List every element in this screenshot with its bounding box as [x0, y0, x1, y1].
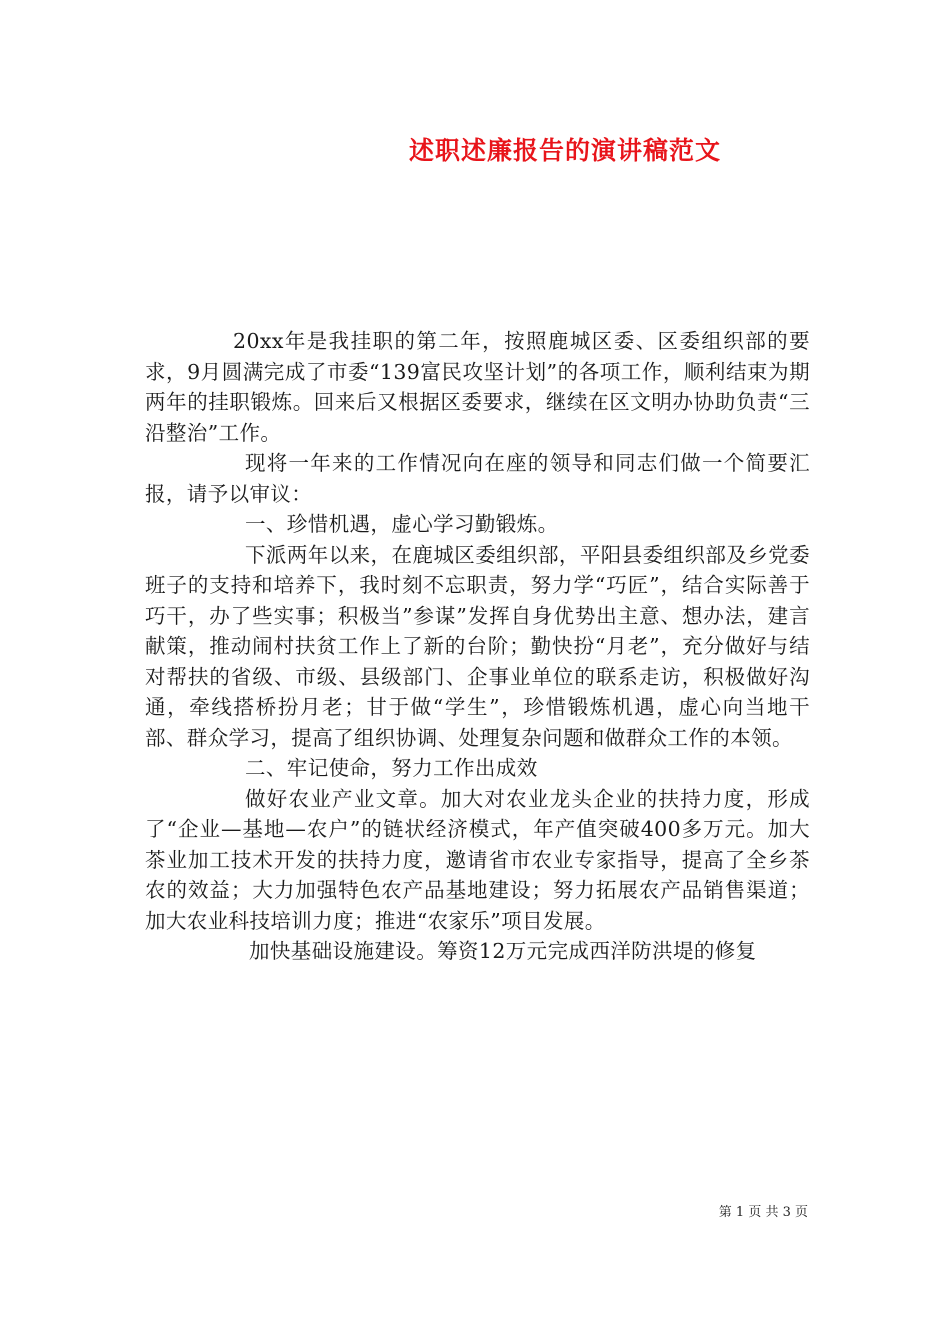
- section-heading-1: 一、珍惜机遇，虚心学习勤锻炼。: [245, 512, 559, 536]
- paragraph-report-intro: 现将一年来的工作情况向在座的领导和同志们做一个简要汇报，请予以审议：: [145, 451, 810, 506]
- paragraph-section-1: 下派两年以来，在鹿城区委组织部，平阳县委组织部及乡党委班子的支持和培养下，我时刻不忘职责，努力学“巧匠”，结合实际善于巧干，办了些实事；积极当”参谋”发挥自身优势出主意、想办法，建言献策，推动闹村扶贫工作上了新的台阶；勤快扮“月老”，充分做好与结对帮扶的省级、市级、县级部门、企事业单位的联系走访，积极做好沟通，牵线搭桥扮月老；甘于做“学生”，珍惜锻炼机遇，虚心向当地干部、群众学习，提高了组织协调、处理复杂问题和做群众工作的本领。: [145, 542, 810, 750]
- paragraph-intro: 20xx年是我挂职的第二年，按照鹿城区委、区委组织部的要求，9月圆满完成了市委“139富民攻坚计划”的各项工作，顺利结束为期两年的挂职锻炼。回来后又根据区委要求，继续在区文明办协助负责“三沿整治”工作。: [145, 329, 810, 445]
- paragraph-agriculture: 做好农业产业文章。加大对农业龙头企业的扶持力度，形成了“企业—基地—农户”的链状经济模式，年产值突破400多万元。加大茶业加工技术开发的扶持力度，邀请省市农业专家指导，提高了全乡茶农的效益；大力加强特色农产品基地建设；努力拓展农产品销售渠道；加大农业科技培训力度；推进“农家乐”项目发展。: [145, 786, 810, 933]
- document-body: [145, 326, 810, 967]
- document-title: 述职述廉报告的演讲稿范文: [408, 136, 721, 165]
- paragraph-infrastructure: 加快基础设施建设。筹资12万元完成西洋防洪堤的修复: [249, 939, 757, 963]
- section-heading-2: 二、牢记使命，努力工作出成效: [245, 756, 538, 780]
- page-number: 第 1 页 共 3 页: [718, 1205, 808, 1220]
